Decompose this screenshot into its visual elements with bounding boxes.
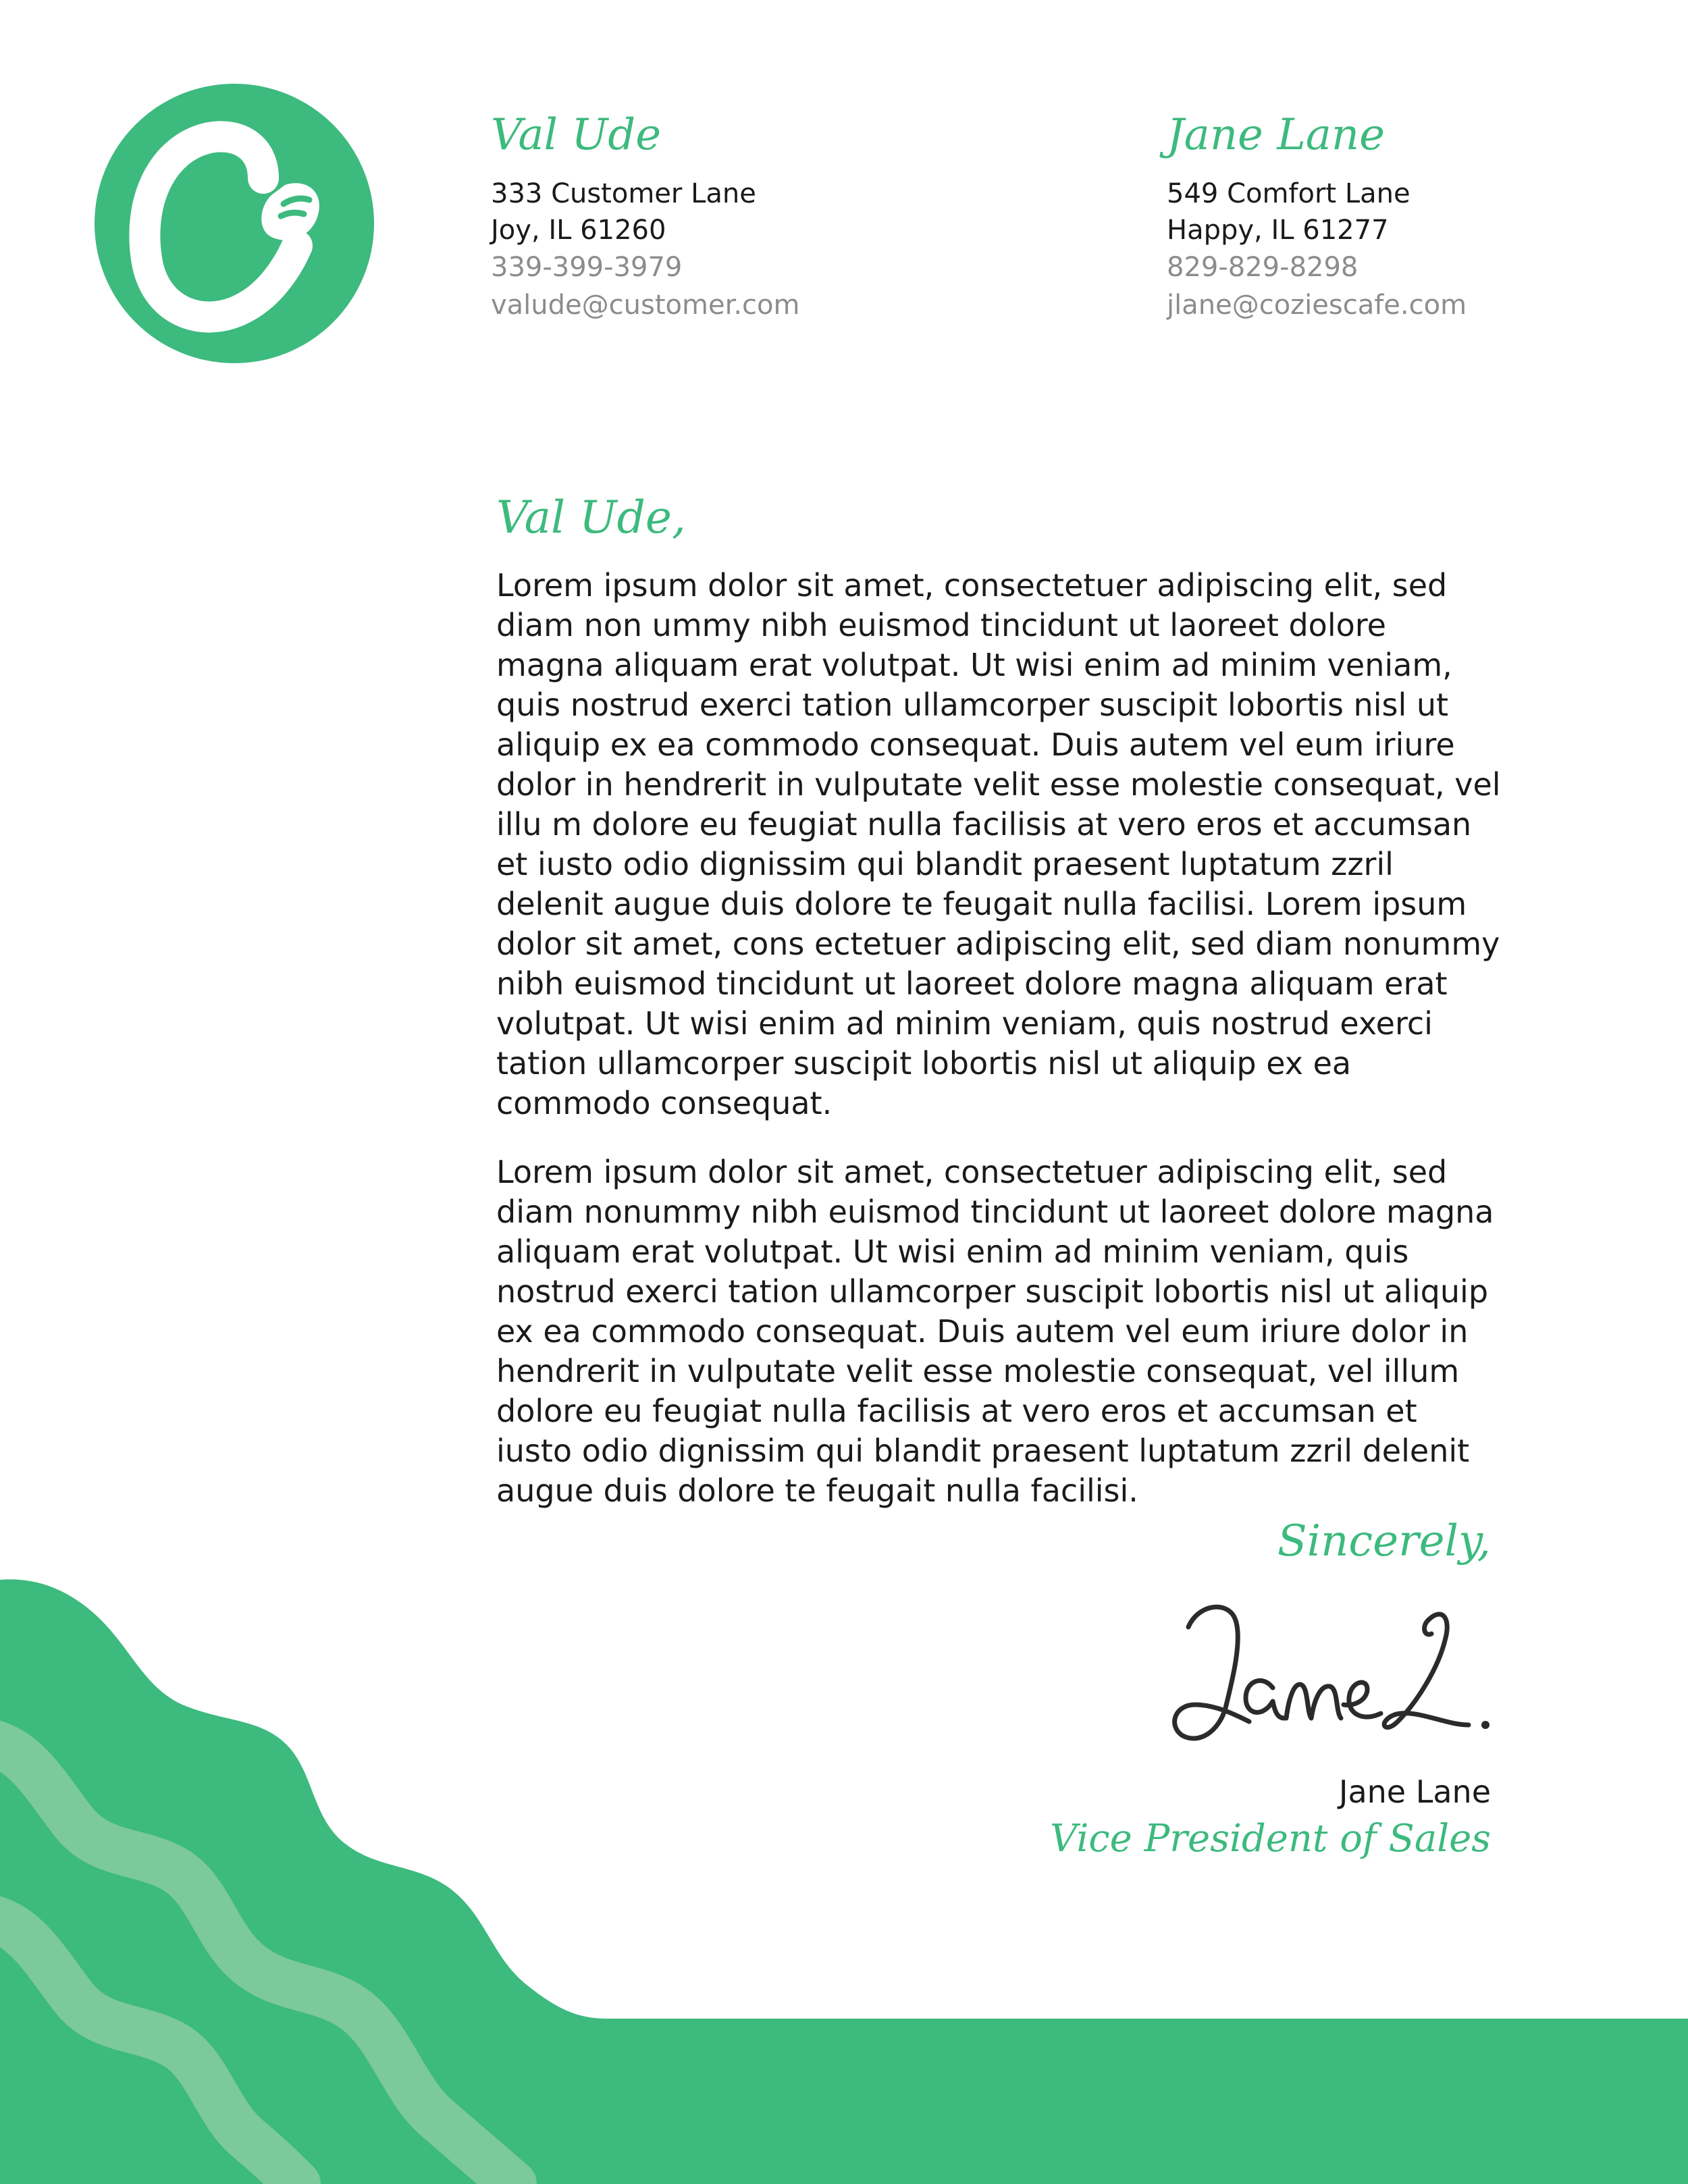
sender-name: Jane Lane [1167,110,1385,160]
signer-title: Vice President of Sales [1049,1817,1491,1861]
letter-greeting: Val Ude, [496,491,686,543]
recipient-name: Val Ude [491,110,662,160]
recipient-contact-block [491,101,923,324]
letter-body [496,566,1502,1540]
letter-closing: Sincerely, [1277,1516,1491,1566]
sender-email: jlane@coziescafe.com [1167,290,1467,321]
letter-paragraph-2: Lorem ipsum dolor sit amet, consectetuer adipiscing elit, sed diam nonummy nibh euismod tincidunt ut laoreet dolore magna aliquam erat volutpat. Ut wisi enim ad minim veniam, quis nostrud exerci tation ullamcorper suscipit lobortis nisl ut aliquip ex ea commodo consequat. Duis autem vel eum iriure dolor in hendrerit in vulputate velit esse molestie consequat, vel illum dolore eu feugiat nulla facilisis at vero eros et accumsan et iusto odio dignissim qui blandit praesent luptatum zzril delenit augue duis dolore te feugait nulla facilisi. [496,1154,1494,1509]
sender-address-line2: Happy, IL 61277 [1167,215,1389,246]
recipient-address-line1: 333 Customer Lane [491,178,756,209]
letter-paragraph-1: Lorem ipsum dolor sit amet, consectetuer adipiscing elit, sed diam non ummy nibh euismod tincidunt ut laoreet dolore magna aliquam erat volutpat. Ut wisi enim ad minim veniam, quis nostrud exerci tation ullamcorper suscipit lobortis nisl ut aliquip ex ea commodo consequat. Duis autem vel eum iriure dolor in hendrerit in vulputate velit esse molestie consequat, vel illu m dolore eu feugiat nulla facilisis at vero eros et accumsan et iusto odio dignissim qui blandit praesent luptatum zzril delenit augue duis dolore te feugait nulla facilisi. Lorem ipsum dolor sit amet, cons ectetuer adipiscing elit, sed diam nonummy nibh euismod tincidunt ut laoreet dolore magna aliquam erat volutpat. Ut wisi enim ad minim veniam, quis nostrud exerci tation ullamcorper suscipit lobortis nisl ut aliquip ex ea commodo consequat. [496,567,1501,1121]
sender-phone: 829-829-8298 [1167,252,1359,283]
recipient-phone: 339-399-3979 [491,252,683,283]
coziescafe-c-logo-icon [95,84,374,363]
recipient-address-line2: Joy, IL 61260 [491,215,666,246]
sender-contact-block [1167,101,1599,324]
sender-address-line1: 549 Comfort Lane [1167,178,1410,209]
signer-name: Jane Lane [1338,1774,1491,1810]
recipient-email: valude@customer.com [491,290,800,321]
footer-wave-decoration [0,1553,1688,2184]
